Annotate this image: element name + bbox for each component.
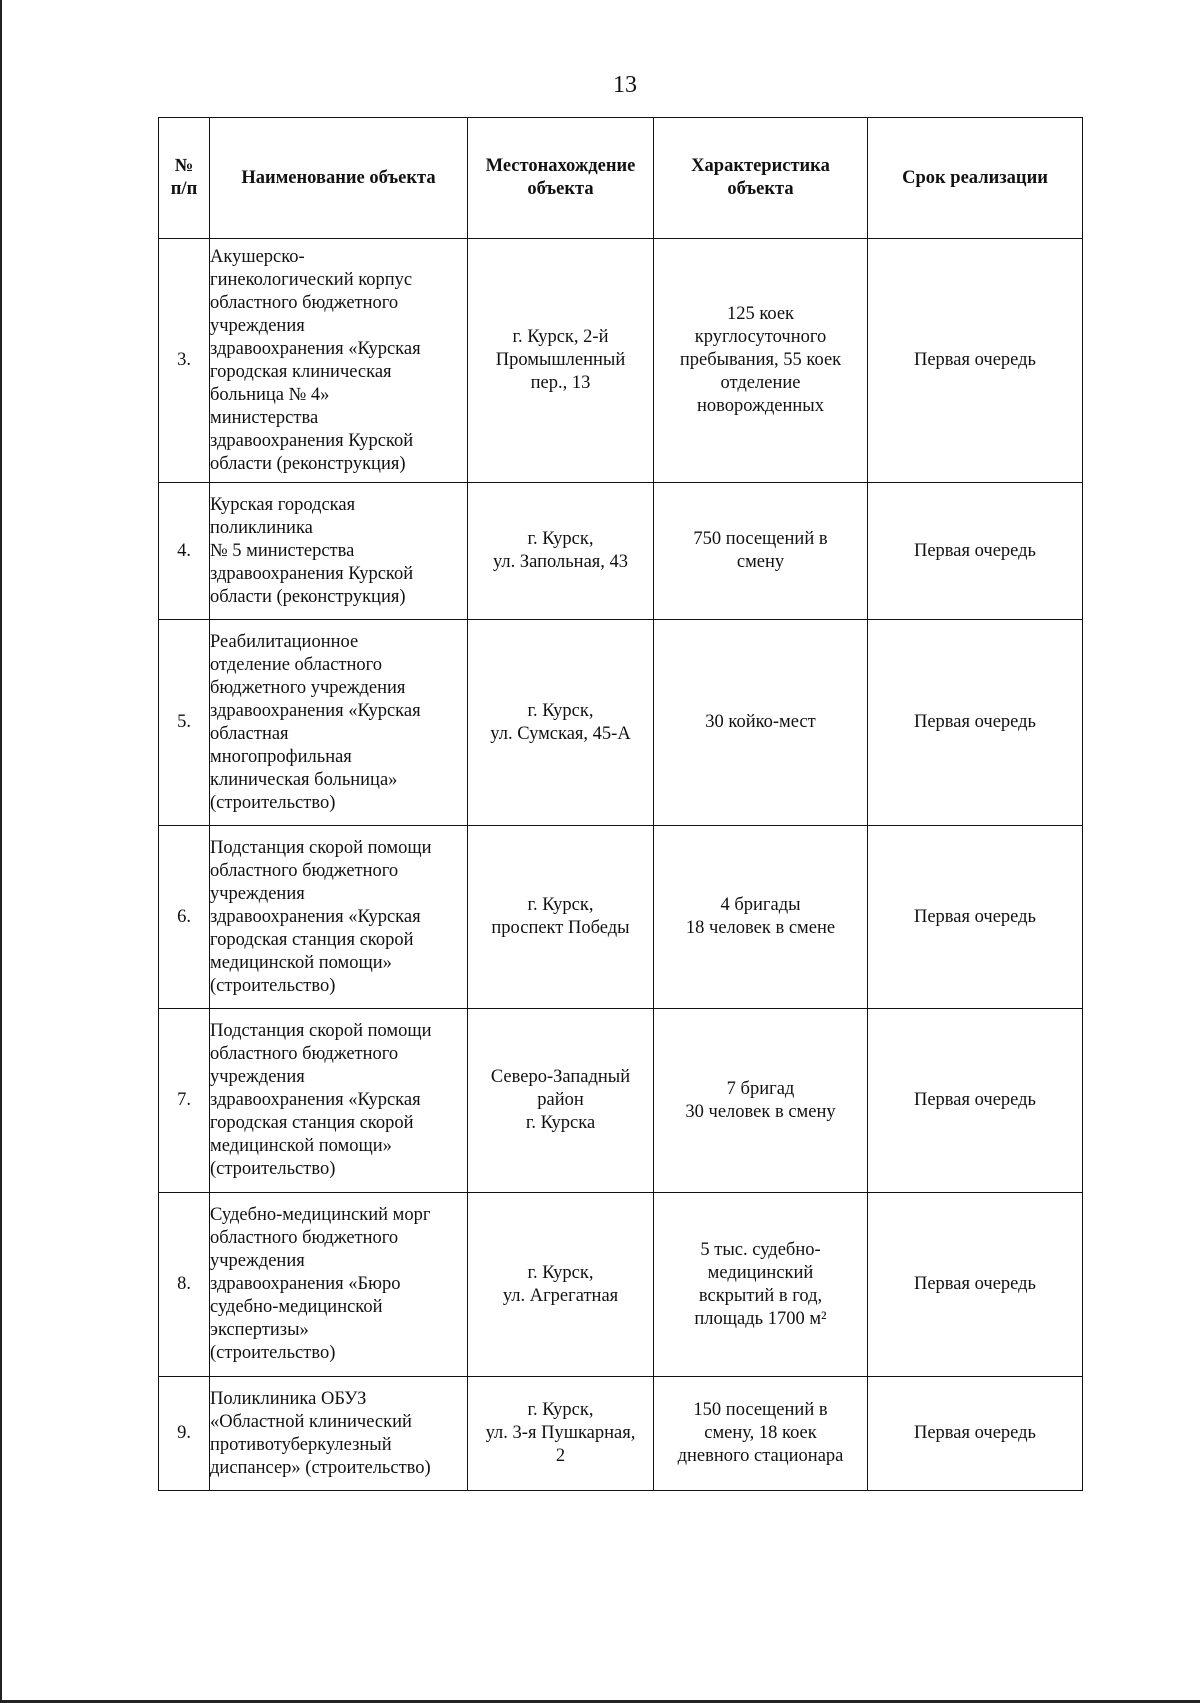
header-num: № п/п — [159, 118, 210, 239]
row-characteristic: 30 койко-мест — [654, 620, 868, 826]
row-name: Реабилитационное отделение областного бюджетного учреждения здравоохранения «Курская областная многопрофильная клиническая больница» (строительство) — [210, 620, 468, 826]
header-name: Наименование объекта — [210, 118, 468, 239]
row-location: г. Курск, 2-й Промышленный пер., 13 — [468, 239, 654, 483]
row-name: Судебно-медицинский морг областного бюджетного учреждения здравоохранения «Бюро судебно-медицинской экспертизы» (строительство) — [210, 1193, 468, 1377]
row-term: Первая очередь — [868, 620, 1083, 826]
objects-table — [158, 117, 1083, 1491]
row-term: Первая очередь — [868, 483, 1083, 620]
row-term: Первая очередь — [868, 239, 1083, 483]
row-name: Акушерско- гинекологический корпус областного бюджетного учреждения здравоохранения «Курская городская клиническая больница № 4» министерства здравоохранения Курской области (реконструкция) — [210, 239, 468, 483]
row-term: Первая очередь — [868, 1193, 1083, 1377]
table-row — [159, 239, 1083, 483]
row-term: Первая очередь — [868, 1377, 1083, 1491]
table-row — [159, 1009, 1083, 1193]
row-characteristic: 7 бригад 30 человек в смену — [654, 1009, 868, 1193]
row-term: Первая очередь — [868, 1009, 1083, 1193]
row-num: 7. — [159, 1009, 210, 1193]
row-num: 9. — [159, 1377, 210, 1491]
row-characteristic: 125 коек круглосуточного пребывания, 55 коек отделение новорожденных — [654, 239, 868, 483]
row-num: 5. — [159, 620, 210, 826]
row-location: г. Курск, ул. Запольная, 43 — [468, 483, 654, 620]
table-row — [159, 826, 1083, 1009]
row-location: г. Курск, ул. Агрегатная — [468, 1193, 654, 1377]
row-name: Подстанция скорой помощи областного бюджетного учреждения здравоохранения «Курская городская станция скорой медицинской помощи» (строительство) — [210, 1009, 468, 1193]
row-name: Подстанция скорой помощи областного бюджетного учреждения здравоохранения «Курская городская станция скорой медицинской помощи» (строительство) — [210, 826, 468, 1009]
table-header-row — [159, 118, 1083, 239]
scan-edge-left — [0, 0, 2, 1703]
row-term: Первая очередь — [868, 826, 1083, 1009]
row-location: Северо-Западный район г. Курска — [468, 1009, 654, 1193]
header-characteristic: Характеристика объекта — [654, 118, 868, 239]
row-num: 8. — [159, 1193, 210, 1377]
row-num: 3. — [159, 239, 210, 483]
row-characteristic: 150 посещений в смену, 18 коек дневного стационара — [654, 1377, 868, 1491]
row-name: Курская городская поликлиника № 5 министерства здравоохранения Курской области (реконструкция) — [210, 483, 468, 620]
table-row — [159, 620, 1083, 826]
header-location: Местонахождение объекта — [468, 118, 654, 239]
row-location: г. Курск, ул. 3-я Пушкарная, 2 — [468, 1377, 654, 1491]
row-location: г. Курск, ул. Сумская, 45-А — [468, 620, 654, 826]
table-row — [159, 483, 1083, 620]
page-number: 13 — [613, 72, 637, 98]
row-location: г. Курск, проспект Победы — [468, 826, 654, 1009]
header-term: Срок реализации — [868, 118, 1083, 239]
row-num: 6. — [159, 826, 210, 1009]
table-row — [159, 1193, 1083, 1377]
table-row — [159, 1377, 1083, 1491]
row-name: Поликлиника ОБУЗ «Областной клинический противотуберкулезный диспансер» (строительство) — [210, 1377, 468, 1491]
row-num: 4. — [159, 483, 210, 620]
row-characteristic: 750 посещений в смену — [654, 483, 868, 620]
row-characteristic: 4 бригады 18 человек в смене — [654, 826, 868, 1009]
row-characteristic: 5 тыс. судебно- медицинский вскрытий в год, площадь 1700 м² — [654, 1193, 868, 1377]
